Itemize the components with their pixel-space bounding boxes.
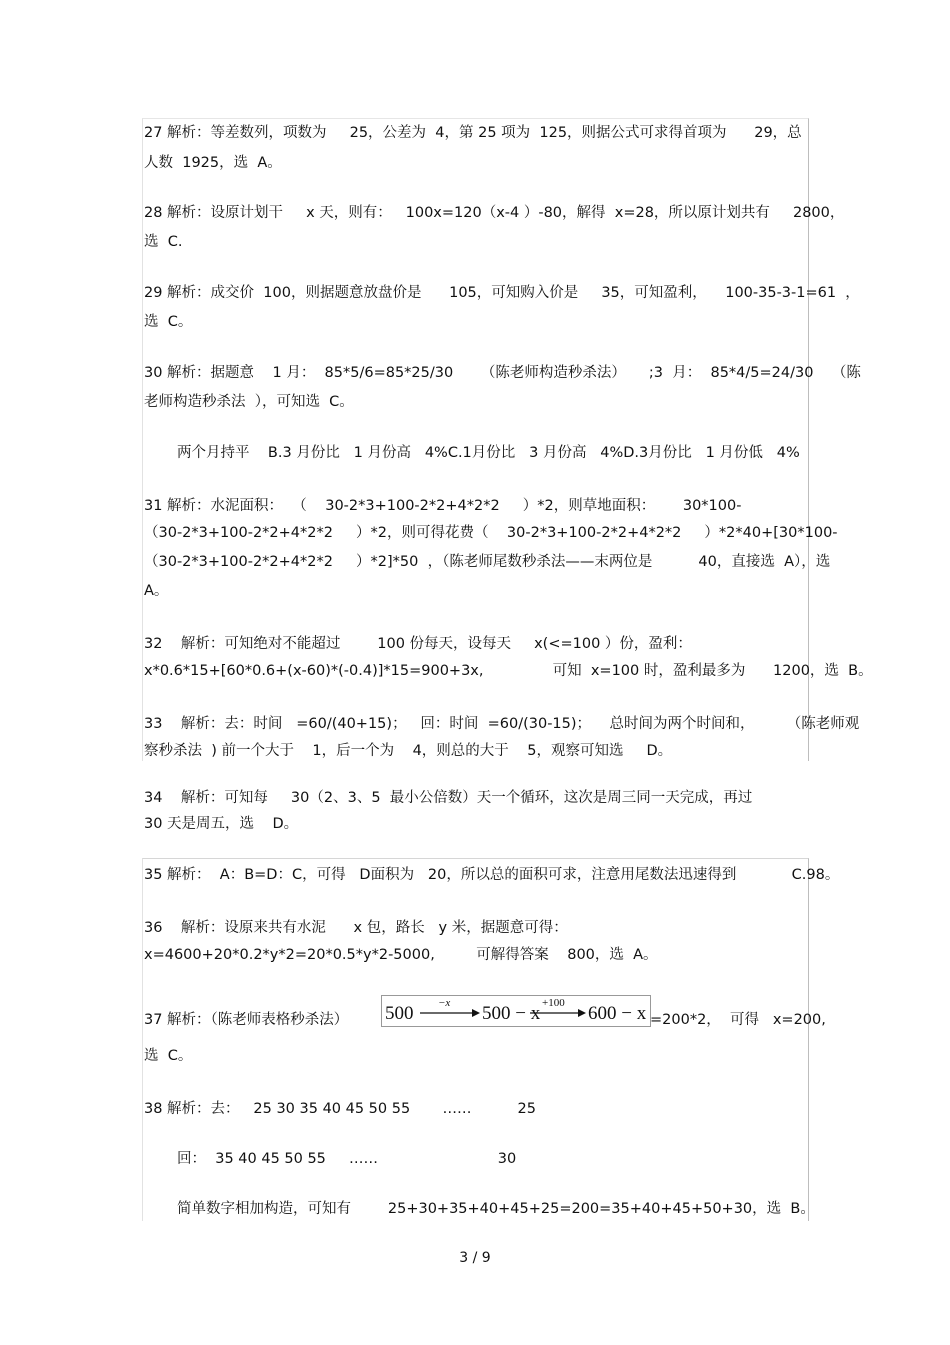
solution-37-line-2: 选 C。 (144, 1048, 193, 1064)
solution-31-line-3: （30-2*3+100-2*2+4*2*2 ）*2]*50 ，（陈老师尾数秒杀法——末两位是 40，直接选 A），选 (144, 554, 831, 570)
solution-27-line-1: 27 解析：等差数列，项数为 25，公差为 4，第 25 项为 125，则据公式可求得首项为 29，总 (144, 125, 802, 141)
solution-38-line-2: 回： 35 40 45 50 55 …… 30 (177, 1151, 517, 1167)
solution-38-line-3: 简单数字相加构造，可知有 25+30+35+40+45+25=200=35+40+45+50+30，选 B。 (177, 1201, 815, 1217)
solution-30-options: 两个月持平 B.3 月份比 1 月份高 4%C.1月份比 3 月份高 4%D.3月份比 1 月份低 4% (177, 445, 800, 461)
solution-27-line-2: 人数 1925，选 A。 (144, 155, 282, 171)
solution-34-line-1: 34 解析：可知每 30（2、3、5 最小公倍数）天一个循环，这次是周三同一天完成，再过 (144, 790, 753, 806)
page-number: 3 / 9 (459, 1250, 491, 1266)
formula-term-2: 500 − x (482, 1003, 541, 1024)
solution-37-line-1: 37 解析：（陈老师表格秒杀法） (144, 1012, 349, 1028)
solution-38-line-1: 38 解析：去： 25 30 35 40 45 50 55 …… 25 (144, 1101, 537, 1117)
solution-36-line-1: 36 解析：设原来共有水泥 x 包，路长 y 米，据题意可得： (144, 920, 568, 936)
solution-31-line-4: A。 (144, 583, 169, 599)
solution-32-line-1: 32 解析：可知绝对不能超过 100 份每天，设每天 x(<=100 ）份，盈利： (144, 636, 692, 652)
solution-30-line-2: 老师构造秒杀法 ），可知选 C。 (144, 394, 354, 410)
solution-33-line-1: 33 解析：去：时间 =60/(40+15)； 回：时间 =60/(30-15)； 总时间为两个时间和， （陈老师观 (144, 716, 860, 732)
arrow-2-head (578, 1009, 586, 1017)
arrow-formula-image (381, 995, 651, 1027)
solution-37-line-1-tail: =200*2， 可得 x=200, (650, 1012, 826, 1028)
arrow-1-label: −x (438, 997, 451, 1009)
solution-36-line-2: x=4600+20*0.2*y*2=20*0.5*y*2-5000, 可解得答案 800，选 A。 (144, 947, 658, 963)
arrow-1-head (472, 1009, 480, 1017)
solution-28-line-2: 选 C. (144, 234, 183, 250)
solution-31-line-2: （30-2*3+100-2*2+4*2*2 ）*2，则可得花费（ 30-2*3+100-2*2+4*2*2 ）*2*40+[30*100- (144, 525, 838, 541)
solution-30-line-1: 30 解析：据题意 1 月： 85*5/6=85*25/30 （陈老师构造秒杀法） ;3 月： 85*4/5=24/30 （陈 (144, 365, 861, 381)
solution-34-line-2: 30 天是周五，选 D。 (144, 816, 299, 832)
arrow-2-label: +100 (542, 997, 565, 1009)
formula-term-3: 600 − x (588, 1003, 647, 1024)
formula-term-1: 500 (385, 1003, 414, 1024)
solution-33-line-2: 察秒杀法 ) 前一个大于 1，后一个为 4，则总的大于 5，观察可知选 D。 (144, 743, 673, 759)
solution-31-line-1: 31 解析：水泥面积： （ 30-2*3+100-2*2+4*2*2 ）*2，则草地面积： 30*100- (144, 498, 742, 514)
solution-29-line-2: 选 C。 (144, 314, 193, 330)
solution-29-line-1: 29 解析：成交价 100，则据题意放盘价是 105，可知购入价是 35，可知盈利， 100-35-3-1=61 ， (144, 285, 860, 301)
solution-28-line-1: 28 解析：设原计划干 x 天，则有： 100x=120（x-4 ）-80，解得 x=28，所以原计划共有 2800， (144, 205, 845, 221)
solution-35-line-1: 35 解析： A：B=D：C，可得 D面积为 20，所以总的面积可求，注意用尾数法迅速得到 C.98。 (144, 867, 840, 883)
solution-32-line-2: x*0.6*15+[60*0.6+(x-60)*(-0.4)]*15=900+3x, 可知 x=100 时，盈利最多为 1200，选 B。 (144, 663, 873, 679)
